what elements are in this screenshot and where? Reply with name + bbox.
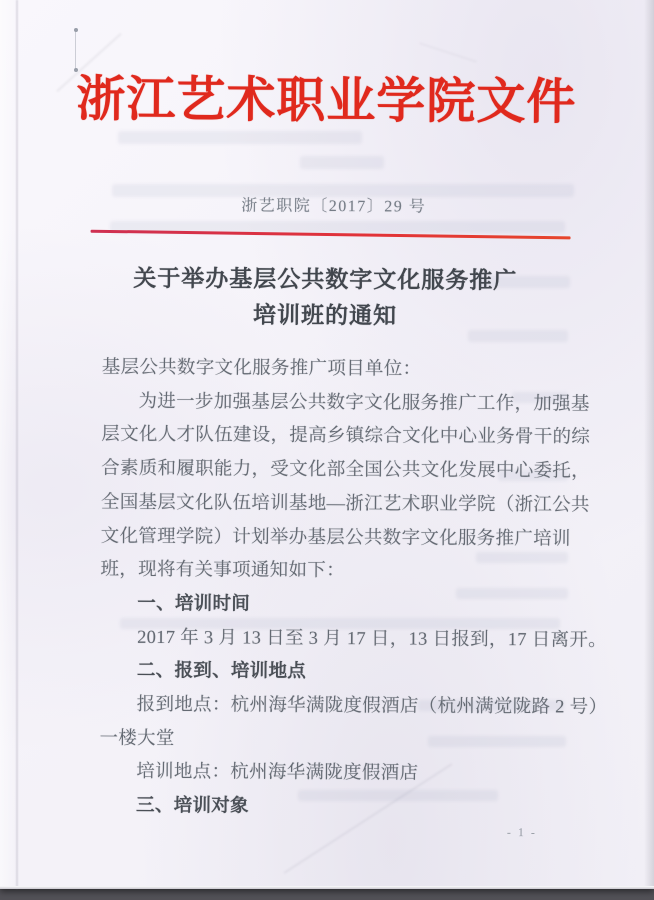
paper-bottom-edge — [0, 886, 654, 889]
page-number: - 1 - — [506, 825, 537, 840]
body-line-training-location: 培训地点：杭州海华满陇度假酒店 — [136, 762, 419, 785]
body-line: 全国基层文化队伍培训基地—浙江艺术职业学院（浙江公共 — [100, 492, 590, 516]
body-line-checkin-location: 报到地点：杭州海华满陇度假酒店（杭州满觉陇路 2 号） — [136, 694, 608, 718]
body-line-training-dates: 2017 年 3 月 13 日至 3 月 17 日，13 日报到，17 日离开。 — [137, 627, 608, 651]
body-line: 层文化人才队伍建设，提高乡镇综合文化中心业务骨干的综 — [101, 425, 591, 449]
letterhead-red-rule — [91, 230, 571, 240]
notice-title-line-2: 培训班的通知 — [252, 302, 398, 329]
body-line: 合素质和履职能力，受文化部全国公共文化发展中心委托， — [101, 458, 590, 482]
notice-title — [0, 260, 652, 336]
body-heading-trainees: 三、培训对象 — [136, 795, 249, 817]
body-line: 文化管理学院）计划举办基层公共数字文化服务推广培训 — [100, 526, 571, 550]
body-line: 班，现将有关事项通知如下： — [100, 559, 345, 582]
body-heading-location: 二、报到、培训地点 — [136, 661, 307, 683]
body-heading-training-time: 一、培训时间 — [137, 593, 251, 615]
letterhead-org-name: 浙江艺术职业学院文件 — [76, 71, 577, 130]
document-number: 浙艺职院〔2017〕29 号 — [241, 197, 427, 216]
notice-body — [99, 352, 608, 827]
body-line-lobby: 一楼大堂 — [99, 728, 175, 749]
body-line: 为进一步加强基层公共数字文化服务推广工作，加强基 — [138, 391, 590, 415]
notice-title-line-1: 关于举办基层公共数字文化服务推广 — [133, 265, 518, 294]
body-line-salutation: 基层公共数字文化服务推广项目单位： — [101, 357, 422, 380]
